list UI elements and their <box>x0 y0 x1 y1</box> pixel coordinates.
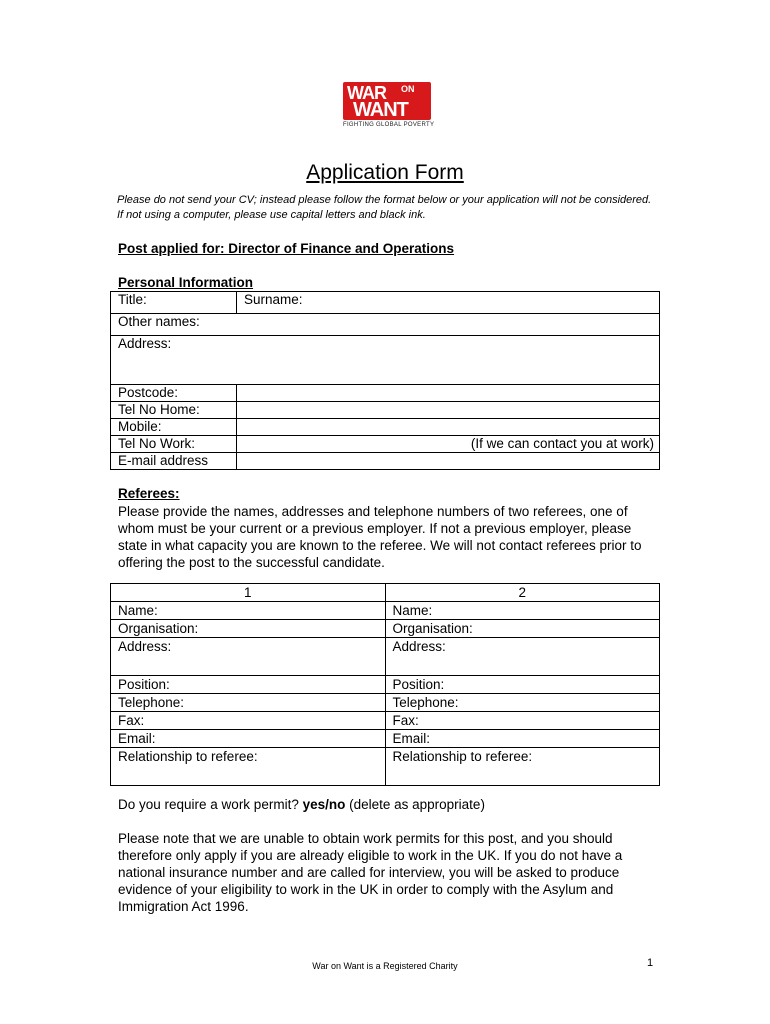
footer-charity-note: War on Want is a Registered Charity <box>312 961 458 971</box>
tel-home-label-cell <box>111 402 237 419</box>
postcode-field[interactable] <box>237 385 660 402</box>
referee-2-organisation-label: Organisation: <box>392 621 473 636</box>
war-on-want-logo <box>343 82 435 128</box>
referee-2-name[interactable] <box>385 602 660 620</box>
postcode-label: Postcode: <box>118 385 179 400</box>
referee-2-email-label: Email: <box>392 731 431 746</box>
mobile-field[interactable] <box>237 419 660 436</box>
other-names-label: Other names: <box>118 314 200 329</box>
referee-1-organisation[interactable] <box>111 620 386 638</box>
address-field[interactable] <box>111 336 660 385</box>
tel-home-field[interactable] <box>237 402 660 419</box>
personal-info-table <box>110 291 660 470</box>
title-field[interactable] <box>111 292 237 314</box>
referee-1-position[interactable] <box>111 676 386 694</box>
tel-work-note: (If we can contact you at work) <box>470 436 654 451</box>
referee-1-position-label: Position: <box>118 677 170 692</box>
form-title: Application Form <box>306 161 464 184</box>
logo-word-war: WAR <box>347 83 386 103</box>
logo-word-want: WANT <box>353 99 408 121</box>
post-applied-for: Post applied for: Director of Finance and Operations <box>118 241 455 256</box>
tel-work-field[interactable] <box>237 436 660 453</box>
work-permit-answer[interactable]: yes/no <box>302 797 346 812</box>
referee-2-relationship-label: Relationship to referee: <box>392 749 533 764</box>
referee-2-telephone-label: Telephone: <box>392 695 459 710</box>
referee-2-telephone[interactable] <box>385 694 660 712</box>
surname-label: Surname: <box>244 292 303 307</box>
personal-info-heading: Personal Information <box>118 275 254 290</box>
referee-2-email[interactable] <box>385 730 660 748</box>
logo-word-on: ON <box>401 84 415 94</box>
referee-2-position-label: Position: <box>392 677 445 692</box>
postcode-label-cell <box>111 385 237 402</box>
referee-1-telephone[interactable] <box>111 694 386 712</box>
work-permit-hint: (delete as appropriate) <box>345 797 485 812</box>
instructions-note: Please do not send your CV; instead please follow the format below or your application will not be considered. If not using a computer, please use capital letters and black ink. <box>117 194 652 221</box>
logo-tagline: FIGHTING GLOBAL POVERTY <box>343 122 435 128</box>
other-names-field[interactable] <box>111 314 660 336</box>
referee-2-relationship[interactable] <box>385 748 660 786</box>
mobile-label-cell <box>111 419 237 436</box>
referee-2-organisation[interactable] <box>385 620 660 638</box>
work-permit-question-text: Do you require a work permit? <box>118 797 303 812</box>
referee-1-email[interactable] <box>111 730 386 748</box>
tel-work-label-cell <box>111 436 237 453</box>
referee-1-telephone-label: Telephone: <box>118 695 185 710</box>
email-label-cell <box>111 453 237 470</box>
referee-2-name-label: Name: <box>392 603 433 618</box>
referee-2-address-label: Address: <box>392 639 446 654</box>
logo-badge <box>343 82 431 120</box>
referees-heading: Referees: <box>118 486 180 501</box>
tel-work-label: Tel No Work: <box>118 436 196 451</box>
email-label: E-mail address <box>118 453 209 468</box>
referee-1-relationship[interactable] <box>111 748 386 786</box>
surname-field[interactable] <box>237 292 660 314</box>
referee-1-name[interactable] <box>111 602 386 620</box>
page-number: 1 <box>647 957 654 969</box>
referee-1-fax-label: Fax: <box>118 713 145 728</box>
referee-1-name-label: Name: <box>118 603 158 618</box>
referee-1-fax[interactable] <box>111 712 386 730</box>
referee-1-relationship-label: Relationship to referee: <box>118 749 258 764</box>
address-label: Address: <box>118 336 172 351</box>
referee-2-position[interactable] <box>385 676 660 694</box>
referees-table <box>110 583 660 786</box>
referee-2-header: 2 <box>385 584 660 602</box>
referee-1-address-label: Address: <box>118 639 172 654</box>
referee-1-header: 1 <box>111 584 386 602</box>
mobile-label: Mobile: <box>118 419 162 434</box>
referee-1-email-label: Email: <box>118 731 156 746</box>
referee-2-fax[interactable] <box>385 712 660 730</box>
referees-instructions: Please provide the names, addresses and telephone numbers of two referees, one of whom must be your current or a previous employer. If not a previous employer, please state in what capacity you are known to the referee. We will not contact referees prior to offering the post to the successful candidate. <box>118 504 642 570</box>
work-permit-question <box>118 797 485 812</box>
referee-1-organisation-label: Organisation: <box>118 621 199 636</box>
work-permit-note: Please note that we are unable to obtain work permits for this post, and you should therefore only apply if you are already eligible to work in the UK. If you do not have a national insurance number and are called for interview, you will be asked to produce evidence of your eligibility to work in the UK in order to comply with the Asylum and Immigration Act 1996. <box>118 831 623 914</box>
title-label: Title: <box>118 292 147 307</box>
referee-1-address[interactable] <box>111 638 386 676</box>
referee-2-fax-label: Fax: <box>392 713 419 728</box>
referee-2-address[interactable] <box>385 638 660 676</box>
tel-home-label: Tel No Home: <box>118 402 200 417</box>
email-field[interactable] <box>237 453 660 470</box>
